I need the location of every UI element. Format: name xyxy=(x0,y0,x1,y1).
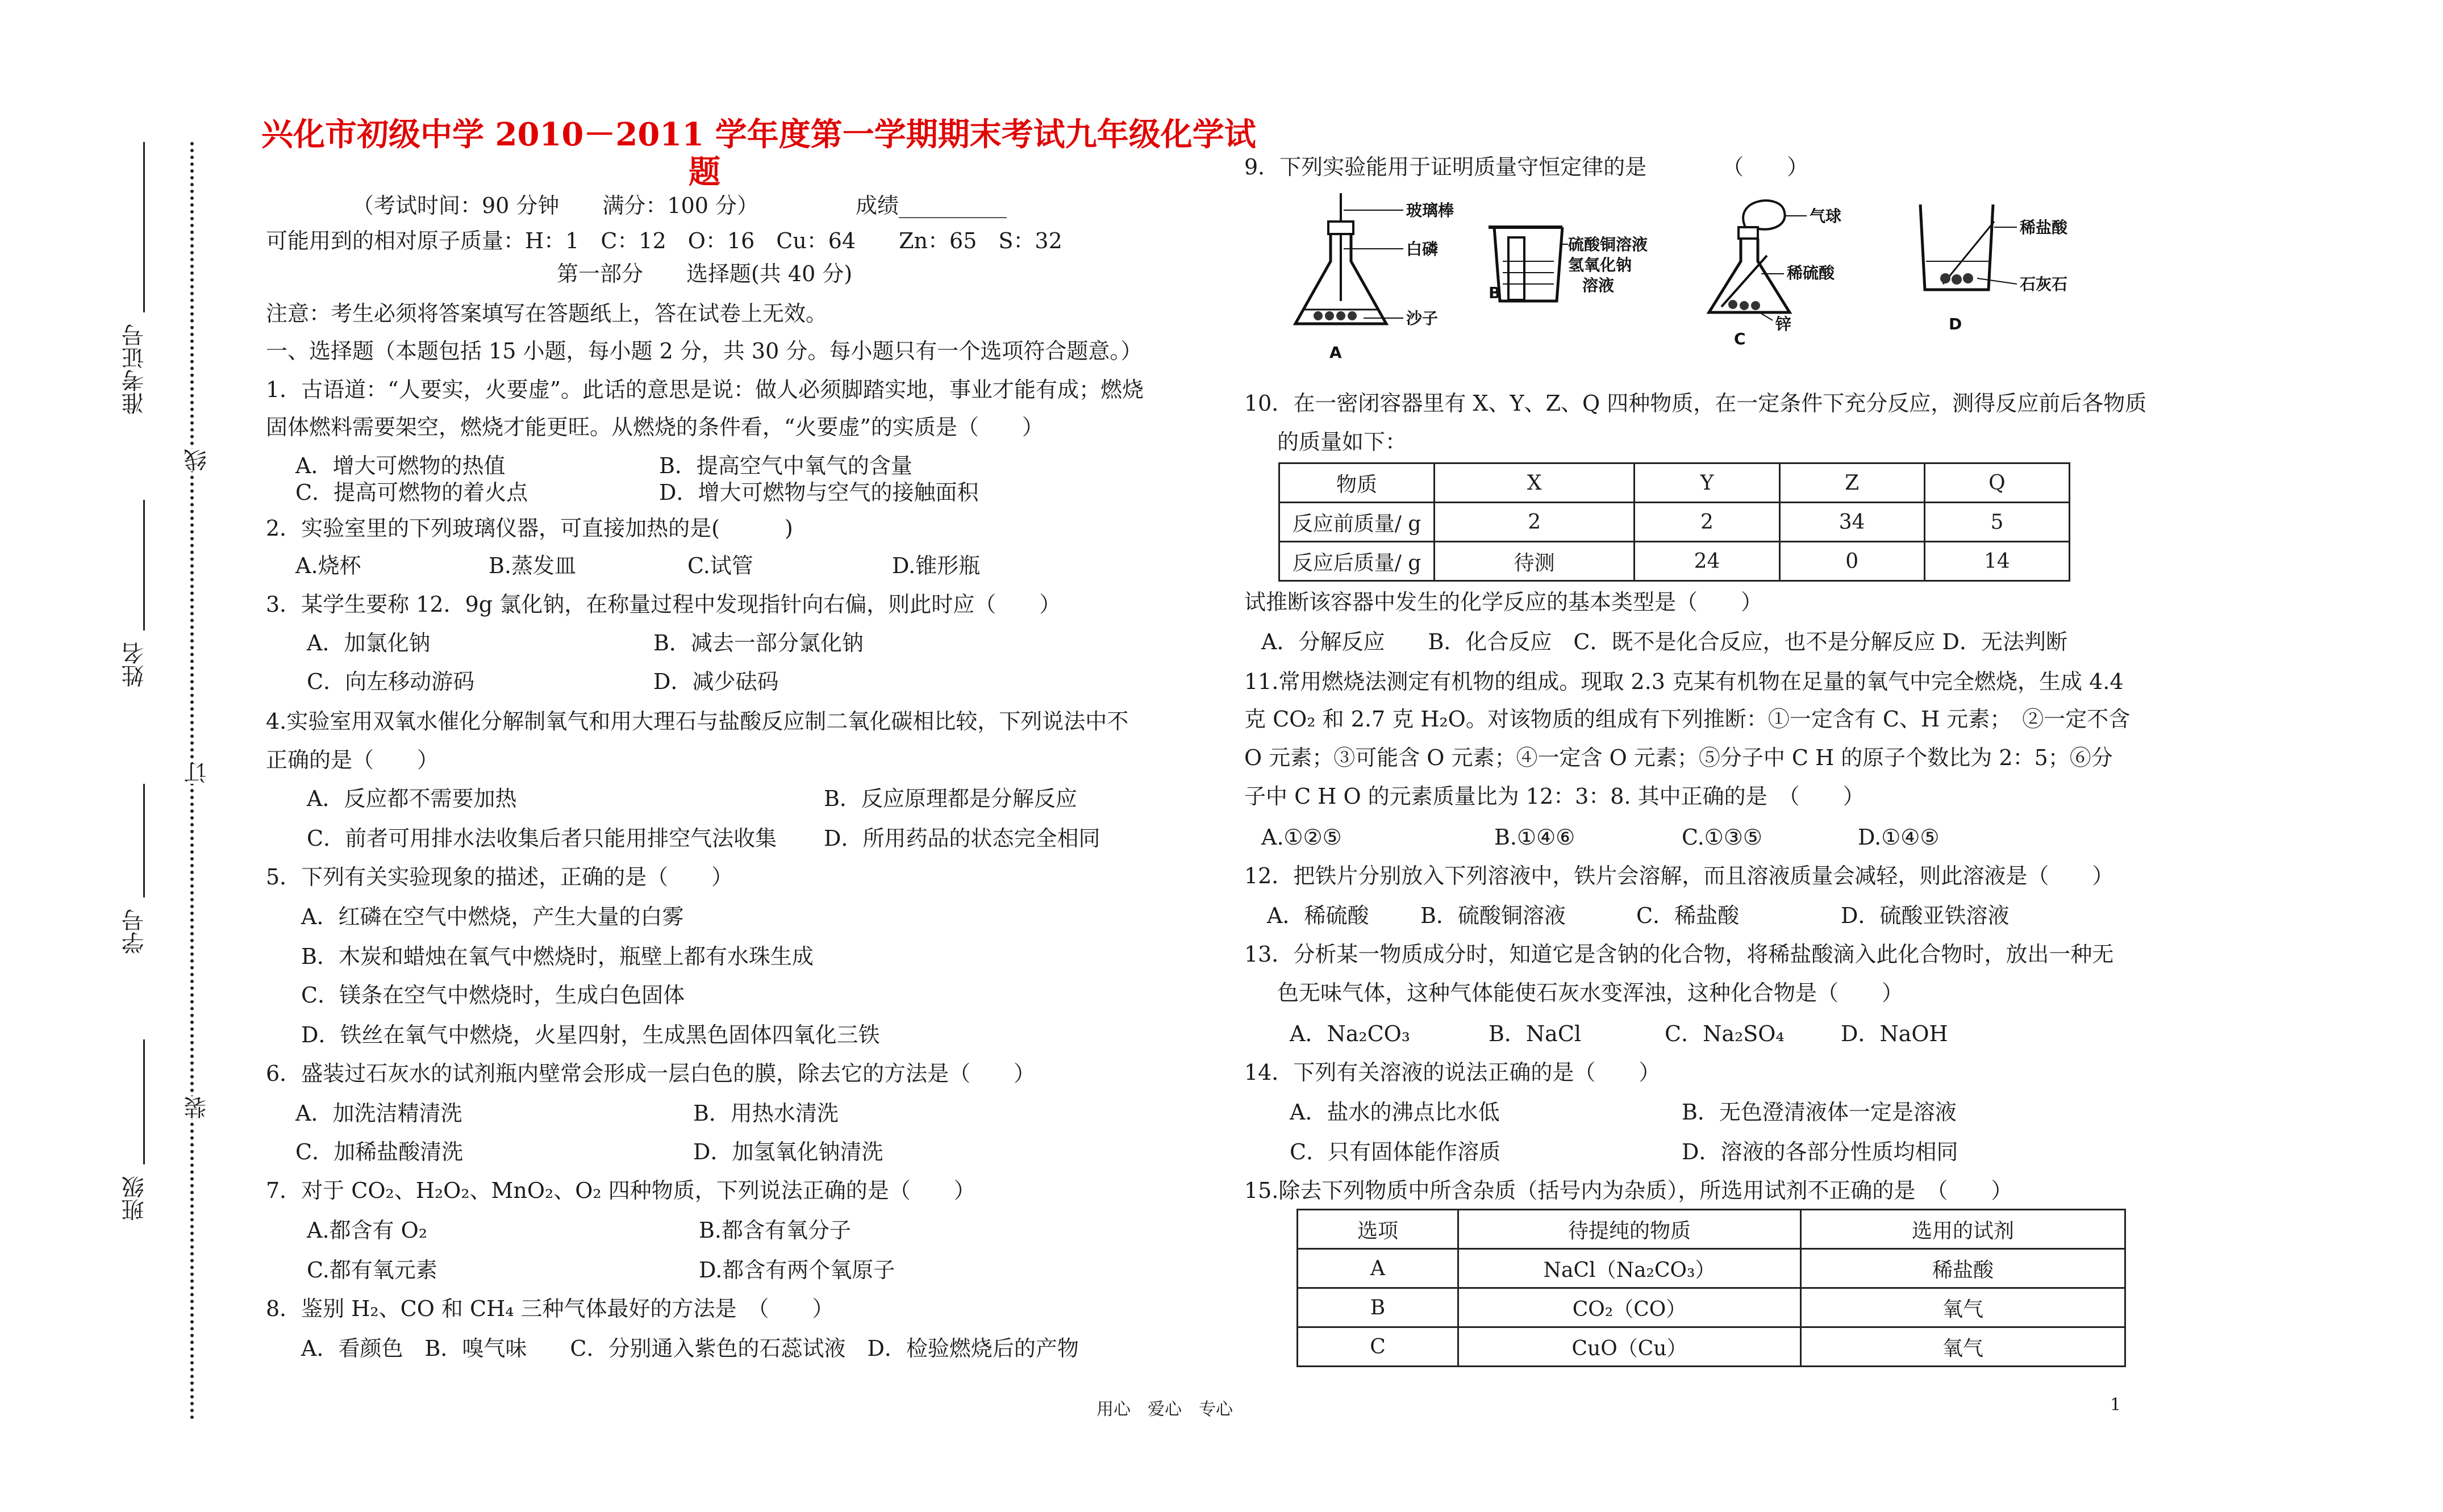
bind-mark: 装 xyxy=(181,1096,213,1119)
q10-table xyxy=(1278,462,2070,582)
fig-c-letter: C xyxy=(1734,329,1746,348)
q7-option-b: B.都含有氧分子 xyxy=(699,1218,852,1243)
exam-info: （考试时间：90 分钟 满分：100 分） 成绩__________ xyxy=(352,193,1007,218)
q11-option-b: B.①④⑥ xyxy=(1494,825,1575,850)
q11-text-1: 11.常用燃烧法测定有机物的组成。现取 2.3 克某有机物在足量的氧气中完全燃烧，生成 4.4 xyxy=(1244,669,2124,694)
table-cell: 物质 xyxy=(1279,463,1435,503)
table-cell: Q xyxy=(1924,463,2069,503)
exam-no-underline xyxy=(143,142,145,312)
student-no-underline xyxy=(143,784,145,897)
table-cell: C xyxy=(1298,1327,1458,1367)
q15-table xyxy=(1296,1209,2126,1367)
table-cell: B xyxy=(1298,1288,1458,1327)
table-cell: X xyxy=(1435,463,1635,503)
fig-a-label-rod: 玻璃棒 xyxy=(1406,201,1454,220)
table-cell: 5 xyxy=(1924,503,2069,542)
q8-text: 8．鉴别 H₂、CO 和 CH₄ 三种气体最好的方法是 （ ） xyxy=(266,1296,834,1321)
q1-option-a: A．增大可燃物的热值 xyxy=(295,453,506,478)
name-label: 姓名 xyxy=(122,642,148,687)
exam-no-label: 准考证号 xyxy=(122,324,148,415)
q11-text-3: O 元素；③可能含 O 元素；④一定含 O 元素；⑤分子中 C H 的原子个数比为 2：5；⑥分 xyxy=(1244,745,2113,770)
q13-option-a: A．Na₂CO₃ xyxy=(1290,1021,1411,1046)
table-cell: 2 xyxy=(1635,503,1779,542)
q2-option-a: A.烧杯 xyxy=(295,553,361,578)
cut-line-mark: 线 xyxy=(181,449,213,471)
q7-option-d: D.都含有两个氧原子 xyxy=(699,1258,895,1283)
fig-b-label-copper: 硫酸铜溶液 xyxy=(1568,235,1648,254)
q1-text-1: 1．古语道：“人要实，火要虚”。此话的意思是说：做人必须脚踏实地，事业才能有成；燃烧 xyxy=(266,377,1144,402)
fig-b-label-naoh: 氢氧化钠 xyxy=(1568,256,1632,274)
q4-text-2: 正确的是（ ） xyxy=(266,747,439,772)
table-cell: 待提纯的物质 xyxy=(1458,1210,1801,1249)
q13-option-c: C．Na₂SO₄ xyxy=(1665,1021,1785,1046)
exam-title-line2: 题 xyxy=(689,153,720,191)
q3-text: 3．某学生要称 12．9g 氯化钠，在称量过程中发现指针向右偏，则此时应（ ） xyxy=(266,592,1061,617)
q10-text-2: 的质量如下： xyxy=(1277,429,1407,454)
fig-d-letter: D xyxy=(1949,315,1962,333)
table-cell: 氧气 xyxy=(1801,1288,2125,1327)
table-row xyxy=(1298,1288,2125,1327)
table-row xyxy=(1279,463,2070,503)
q2-text: 2．实验室里的下列玻璃仪器，可直接加热的是( ) xyxy=(266,516,793,541)
q14-option-d: D．溶液的各部分性质均相同 xyxy=(1682,1139,1958,1164)
name-underline xyxy=(143,500,145,630)
q14-text: 14．下列有关溶液的说法正确的是（ ） xyxy=(1244,1060,1661,1085)
q4-text-1: 4.实验室用双氧水催化分解制氧气和用大理石与盐酸反应制二氧化碳相比较，下列说法中不 xyxy=(266,709,1129,734)
q11-text-2: 克 CO₂ 和 2.7 克 H₂O。对该物质的组成有下列推断：①一定含有 C、H 元素； ②一定不含 xyxy=(1244,707,2131,732)
table-cell: 待测 xyxy=(1435,542,1635,581)
q12-option-b: B．硫酸铜溶液 xyxy=(1420,903,1566,928)
q5-option-b: B．木炭和蜡烛在氧气中燃烧时，瓶壁上都有水珠生成 xyxy=(301,944,814,969)
fig-a-letter: A xyxy=(1329,343,1342,362)
table-cell: 2 xyxy=(1435,503,1635,542)
fig-d-label-limestone: 石灰石 xyxy=(2020,275,2068,294)
q11-text-4: 子中 C H O 的元素质量比为 12：3：8. 其中正确的是 （ ） xyxy=(1244,784,1865,809)
q12-option-a: A．稀硫酸 xyxy=(1267,903,1369,928)
q11-option-d: D.①④⑤ xyxy=(1858,825,1940,850)
part-one-heading: 第一部分 选择题(共 40 分) xyxy=(557,261,853,286)
q11-option-a: A.①②⑤ xyxy=(1261,825,1342,850)
note: 注意：考生必须将答案填写在答题纸上，答在试卷上无效。 xyxy=(266,301,828,326)
q10-options: A．分解反应 B．化合反应 C．既不是化合反应，也不是分解反应 D．无法判断 xyxy=(1261,629,2067,654)
q4-option-c: C．前者可用排水法收集后者只能用排空气法收集 xyxy=(307,826,777,851)
q13-text-2: 色无味气体，这种气体能使石灰水变浑浊，这种化合物是（ ） xyxy=(1277,980,1904,1005)
table-cell: 34 xyxy=(1779,503,1924,542)
q4-option-d: D．所用药品的状态完全相同 xyxy=(824,826,1100,851)
q13-text-1: 13．分析某一物质成分时，知道它是含钠的化合物，将稀盐酸滴入此化合物时，放出一种无 xyxy=(1244,942,2114,967)
q6-option-b: B．用热水清洗 xyxy=(693,1101,839,1126)
class-underline xyxy=(143,1039,145,1164)
q14-option-a: A．盐水的沸点比水低 xyxy=(1290,1100,1500,1125)
q3-option-a: A．加氯化钠 xyxy=(307,630,431,655)
table-cell: CO₂（CO） xyxy=(1458,1288,1801,1327)
q7-option-c: C.都有氧元素 xyxy=(307,1258,437,1283)
page-number: 1 xyxy=(2110,1395,2121,1415)
table-cell: 反应前质量/ g xyxy=(1279,503,1435,542)
table-row xyxy=(1279,542,2070,581)
table-row xyxy=(1298,1210,2125,1249)
fig-d-label-hcl: 稀盐酸 xyxy=(2020,218,2068,237)
q9-text: 9．下列实验能用于证明质量守恒定律的是 （ ） xyxy=(1244,154,1809,179)
section-one-heading: 一、选择题（本题包括 15 小题，每小题 2 分，共 30 分。每小题只有一个选项符合题意。） xyxy=(266,339,1143,364)
q5-option-a: A．红磷在空气中燃烧，产生大量的白雾 xyxy=(301,904,684,929)
table-row xyxy=(1279,503,2070,542)
q4-option-b: B．反应原理都是分解反应 xyxy=(824,786,1077,811)
q7-text: 7．对于 CO₂、H₂O₂、MnO₂、O₂ 四种物质，下列说法正确的是（ ） xyxy=(266,1178,975,1203)
table-cell: A xyxy=(1298,1249,1458,1288)
table-cell: 氧气 xyxy=(1801,1327,2125,1367)
table-cell: 14 xyxy=(1924,542,2069,581)
q2-option-d: D.锥形瓶 xyxy=(892,553,981,578)
table-cell: 反应后质量/ g xyxy=(1279,542,1435,581)
table-cell: 24 xyxy=(1635,542,1779,581)
exam-title-line1: 兴化市初级中学 2010－2011 学年度第一学期期末考试九年级化学试 xyxy=(261,116,1256,153)
q13-option-b: B．NaCl xyxy=(1489,1021,1582,1046)
q1-option-d: D．增大可燃物与空气的接触面积 xyxy=(659,480,979,505)
q13-option-d: D．NaOH xyxy=(1841,1021,1948,1046)
staple-mark: 订 xyxy=(181,761,213,784)
q5-option-c: C．镁条在空气中燃烧时，生成白色固体 xyxy=(301,983,685,1008)
q5-option-d: D．铁丝在氧气中燃烧，火星四射，生成黑色固体四氧化三铁 xyxy=(301,1022,880,1047)
q11-option-c: C.①③⑤ xyxy=(1682,825,1762,850)
table-row xyxy=(1298,1249,2125,1288)
figure-b xyxy=(1477,210,1716,335)
table-cell: Y xyxy=(1635,463,1779,503)
q1-option-b: B．提高空气中氧气的含量 xyxy=(659,453,912,478)
figure-d xyxy=(1909,199,2136,335)
figure-c xyxy=(1699,193,1858,352)
q1-option-c: C．提高可燃物的着火点 xyxy=(295,480,528,505)
q3-option-d: D．减少砝码 xyxy=(653,669,779,694)
fig-a-label-sand: 沙子 xyxy=(1406,309,1439,328)
table-cell: Z xyxy=(1779,463,1924,503)
table-cell: 稀盐酸 xyxy=(1801,1249,2125,1288)
q3-option-b: B．减去一部分氯化钠 xyxy=(653,630,864,655)
table-cell: 选用的试剂 xyxy=(1801,1210,2125,1249)
figure-a xyxy=(1273,187,1511,369)
q6-text: 6．盛装过石灰水的试剂瓶内壁常会形成一层白色的膜，除去它的方法是（ ） xyxy=(266,1061,1036,1086)
q10-text-1: 10．在一密闭容器里有 X、Y、Z、Q 四种物质，在一定条件下充分反应，测得反应前后各物质 xyxy=(1244,391,2147,416)
student-no-label: 学号 xyxy=(122,909,148,954)
q10-text-3: 试推断该容器中发生的化学反应的基本类型是（ ） xyxy=(1244,590,1763,615)
class-label: 班级 xyxy=(122,1176,148,1221)
footer-motto: 用心 爱心 专心 xyxy=(1097,1400,1233,1419)
q12-option-c: C．稀盐酸 xyxy=(1636,903,1740,928)
table-row xyxy=(1298,1327,2125,1367)
fig-c-label-zinc: 锌 xyxy=(1775,315,1792,333)
q2-option-b: B.蒸发皿 xyxy=(489,553,577,578)
q4-option-a: A．反应都不需要加热 xyxy=(307,786,517,811)
table-cell: 选项 xyxy=(1298,1210,1458,1249)
table-cell: 0 xyxy=(1779,542,1924,581)
fig-a-label-phosphorus: 白磷 xyxy=(1406,240,1439,258)
q7-option-a: A.都含有 O₂ xyxy=(307,1218,427,1243)
fig-b-letter: B xyxy=(1489,283,1501,302)
q5-text: 5．下列有关实验现象的描述，正确的是（ ） xyxy=(266,864,733,889)
fig-c-label-acid: 稀硫酸 xyxy=(1787,264,1835,282)
fig-b-label-solution: 溶液 xyxy=(1582,276,1615,295)
q6-option-c: C．加稀盐酸清洗 xyxy=(295,1139,464,1164)
atomic-mass: 可能用到的相对原子质量：H：1 C：12 O：16 Cu：64 Zn：65 S：32 xyxy=(266,228,1062,253)
q6-option-a: A．加洗洁精清洗 xyxy=(295,1101,462,1126)
q15-text: 15.除去下列物质中所含杂质（括号内为杂质），所选用试剂不正确的是 （ ） xyxy=(1244,1178,2013,1203)
table-cell: CuO（Cu） xyxy=(1458,1327,1801,1367)
q1-text-2: 固体燃料需要架空，燃烧才能更旺。从燃烧的条件看，“火要虚”的实质是（ ） xyxy=(266,415,1044,440)
q12-option-d: D．硫酸亚铁溶液 xyxy=(1841,903,2010,928)
q14-option-b: B．无色澄清液体一定是溶液 xyxy=(1682,1100,1957,1125)
table-cell: NaCl（Na₂CO₃） xyxy=(1458,1249,1801,1288)
q3-option-c: C．向左移动游码 xyxy=(307,669,475,694)
q14-option-c: C．只有固体能作溶质 xyxy=(1290,1139,1501,1164)
q2-option-c: C.试管 xyxy=(687,553,753,578)
fig-c-label-balloon: 气球 xyxy=(1810,207,1842,225)
q8-options: A．看颜色 B．嗅气味 C．分别通入紫色的石蕊试液 D．检验燃烧后的产物 xyxy=(301,1336,1079,1361)
q6-option-d: D．加氢氧化钠清洗 xyxy=(693,1139,883,1164)
q12-text: 12．把铁片分别放入下列溶液中，铁片会溶解，而且溶液质量会减轻，则此溶液是（ ） xyxy=(1244,863,2114,888)
